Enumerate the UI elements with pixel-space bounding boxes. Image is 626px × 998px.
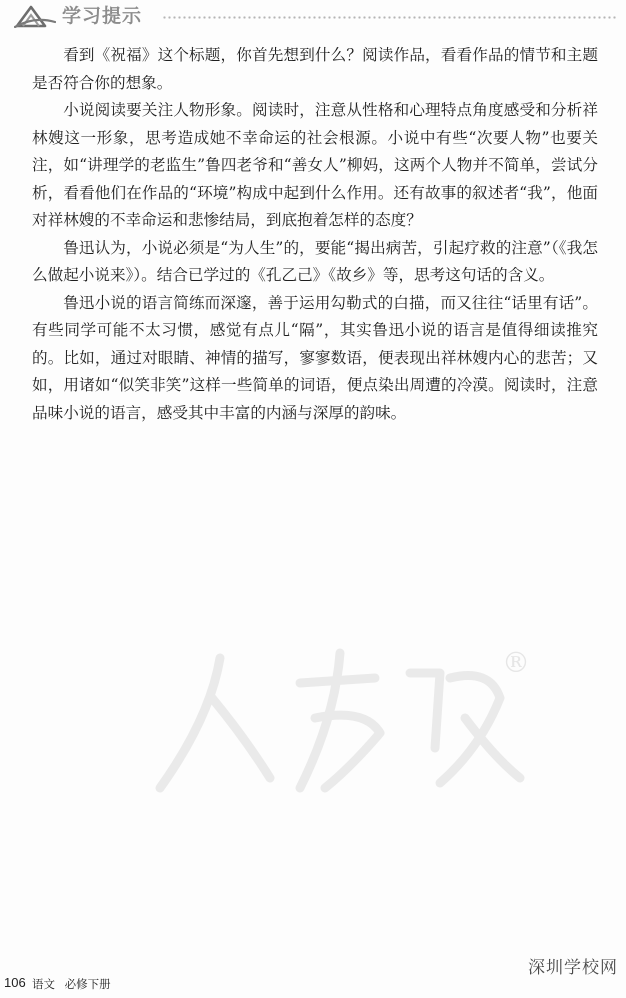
watermark-text: 人教版: [150, 638, 153, 639]
section-header: [14, 4, 616, 30]
site-watermark: 深圳学校网: [528, 958, 618, 978]
triangle-logo-icon: [14, 4, 56, 28]
book-title: 语文 必修下册: [32, 977, 111, 991]
paragraph-4: 鲁迅小说的语言简练而深邃，善于运用勾勒式的白描，而又往往“话里有话”。有些同学可能不太习惯，感觉有点儿“隔”，其实鲁迅小说的语言是值得细读推究的。比如，通过对眼睛、神情的描写，寥寥数语，便表现出祥林嫂内心的悲苦；又如，用诸如“似笑非笑”这样一些简单的词语，便点染出周遭的冷漠。阅读时，注意品味小说的语言，感受其中丰富的内涵与深厚的韵味。: [32, 293, 598, 422]
header-title: 学习提示: [62, 5, 143, 27]
paragraph-1: 看到《祝福》这个标题，你首先想到什么？阅读作品，看看作品的情节和主题是否符合你的想象。: [32, 46, 598, 92]
paragraph-2: 小说阅读要关注人物形象。阅读时，注意从性格和心理特点角度感受和分析祥林嫂这一形象，思考造成她不幸命运的社会根源。小说中有些“次要人物”也要关注，如“讲理学的老监生”鲁四老爷和“善女人”柳妈，这两个人物并不简单，尝试分析，看看他们在作品的“环境”构成中起到什么作用。还有故事的叙述者“我”，他面对祥林嫂的不幸命运和悲惨结局，到底抱着怎样的态度？: [32, 101, 598, 229]
publisher-watermark: [150, 638, 560, 798]
watermark-registered-mark: ®: [502, 646, 530, 679]
study-tips-body: [32, 42, 598, 427]
page-number: 106: [4, 975, 26, 990]
paragraph-3: 鲁迅认为，小说必须是“为人生”的，要能“揭出病苦，引起疗救的注意”（《我怎么做起小说来》）。结合已学过的《孔乙己》《故乡》等，思考这句话的含义。: [32, 238, 598, 284]
header-dotted-rule: [162, 16, 616, 19]
